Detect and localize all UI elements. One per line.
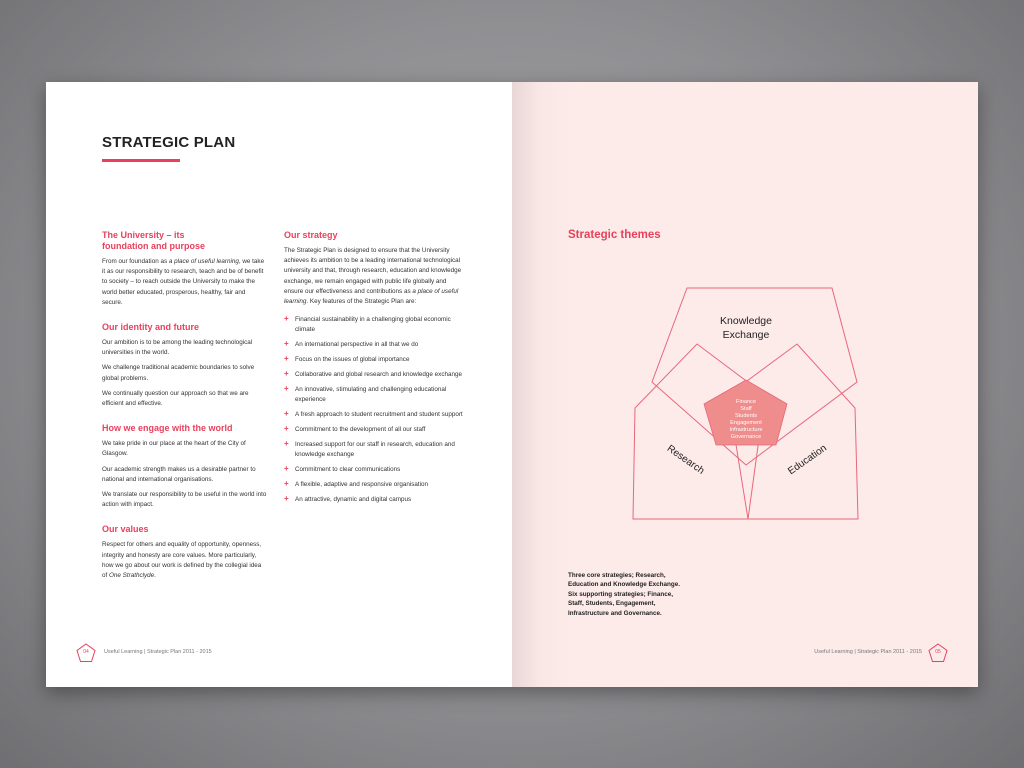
page-footer-right	[808, 643, 948, 663]
plus-icon: +	[284, 369, 289, 379]
plus-icon: +	[284, 439, 289, 449]
list-item: + Financial sustainability in a challenging global economic climate	[284, 314, 451, 334]
list-item: + Commitment to the development of all our staff	[284, 424, 426, 434]
section-title: Our values	[102, 524, 149, 535]
section-foundation	[102, 230, 267, 308]
heading-underline	[102, 159, 180, 162]
section-title: How we engage with the world	[102, 423, 233, 434]
section-title: The University – its foundation and purpose	[102, 230, 205, 251]
footer-text: Useful Learning | Strategic Plan 2011 - 2015	[814, 649, 922, 655]
paragraph: We challenge traditional academic boundaries to solve global problems.	[102, 364, 255, 382]
list-item: + Increased support for our staff in research, education and knowledge exchange	[284, 439, 455, 459]
paragraph: The Strategic Plan is designed to ensure that the University achieves its ambition to be a leading international technological university and that, through research, education and knowledge exchange, we remain engaged with public life globally and ensure our effectiveness and contributions as a place of useful learning. Key features of the Strategic Plan are:	[284, 247, 462, 306]
footer-text: Useful Learning | Strategic Plan 2011 - 2015	[104, 649, 212, 655]
knowledge-label-line1: Knowledge	[720, 315, 772, 327]
center-item-engagement: Engagement	[730, 420, 762, 426]
knowledge-label-line2: Exchange	[722, 329, 770, 341]
section-engage	[102, 423, 267, 510]
brochure-spread	[46, 82, 978, 687]
themes-title: Strategic themes	[568, 229, 661, 241]
center-item-staff: Staff	[740, 406, 752, 412]
paragraph: We translate our responsibility to be useful in the world into action with impact.	[102, 491, 267, 509]
plus-icon: +	[284, 424, 289, 434]
education-label: Education	[786, 442, 829, 478]
plus-icon: +	[284, 409, 289, 419]
center-item-finance: Finance	[736, 399, 756, 405]
page-number: 05	[935, 649, 941, 655]
plus-icon: +	[284, 314, 289, 324]
list-item: + A flexible, adaptive and responsive organisation	[284, 479, 429, 489]
list-item: + A fresh approach to student recruitment and student support	[284, 409, 463, 419]
section-identity	[102, 322, 267, 409]
list-item: + Collaborative and global research and knowledge exchange	[284, 369, 462, 379]
plus-icon: +	[284, 339, 289, 349]
right-page	[512, 82, 978, 687]
list-item: + Focus on the issues of global importance	[284, 354, 410, 364]
center-item-infrastructure: Infrastructure	[729, 427, 763, 433]
center-item-governance: Governance	[730, 434, 762, 440]
section-values	[102, 524, 267, 581]
plus-icon: +	[284, 494, 289, 504]
research-label: Research	[664, 443, 707, 477]
paragraph: Our academic strength makes us a desirable partner to national and international organisations.	[102, 465, 256, 483]
paragraph: From our foundation as a place of useful learning, we take it as our responsibility to research, teach and be of benefit to society – to reach outside the University to make the world better educated, prosperous, healthy, fair and secure.	[102, 258, 265, 306]
paragraph: Respect for others and equality of opportunity, openness, integrity and honesty are core values. More particularly, how we go about our work is defined by the collegial idea of One Strathclyde.	[102, 541, 262, 580]
strategy-bullet-list	[284, 315, 464, 505]
plus-icon: +	[284, 354, 289, 364]
page-number: 04	[83, 649, 89, 655]
right-column	[284, 230, 464, 510]
paragraph: Our ambition is to be among the leading technological universities in the world.	[102, 339, 253, 357]
diagram-caption: Three core strategies; Research, Education and Knowledge Exchange. Six supporting strategies; Finance, Staff, Students, Engagement, Infrastructure and Governance.	[568, 572, 680, 617]
plus-icon: +	[284, 479, 289, 489]
center-item-students: Students	[734, 413, 758, 419]
list-item: + An innovative, stimulating and challenging educational experience	[284, 384, 447, 404]
list-item: + An international perspective in all that we do	[284, 339, 419, 349]
paragraph: We continually question our approach so that we are efficient and effective.	[102, 389, 249, 408]
plus-icon: +	[284, 464, 289, 474]
list-item: + Commitment to clear communications	[284, 464, 401, 474]
plus-icon: +	[284, 384, 289, 394]
section-title: Our strategy	[284, 230, 338, 240]
list-item: + An attractive, dynamic and digital campus	[284, 494, 412, 504]
left-page	[46, 82, 512, 687]
paragraph: We take pride in our place at the heart of the City of Glasgow.	[102, 440, 246, 458]
left-column	[102, 230, 267, 595]
page-heading: STRATEGIC PLAN	[102, 134, 236, 151]
section-title: Our identity and future	[102, 322, 200, 333]
